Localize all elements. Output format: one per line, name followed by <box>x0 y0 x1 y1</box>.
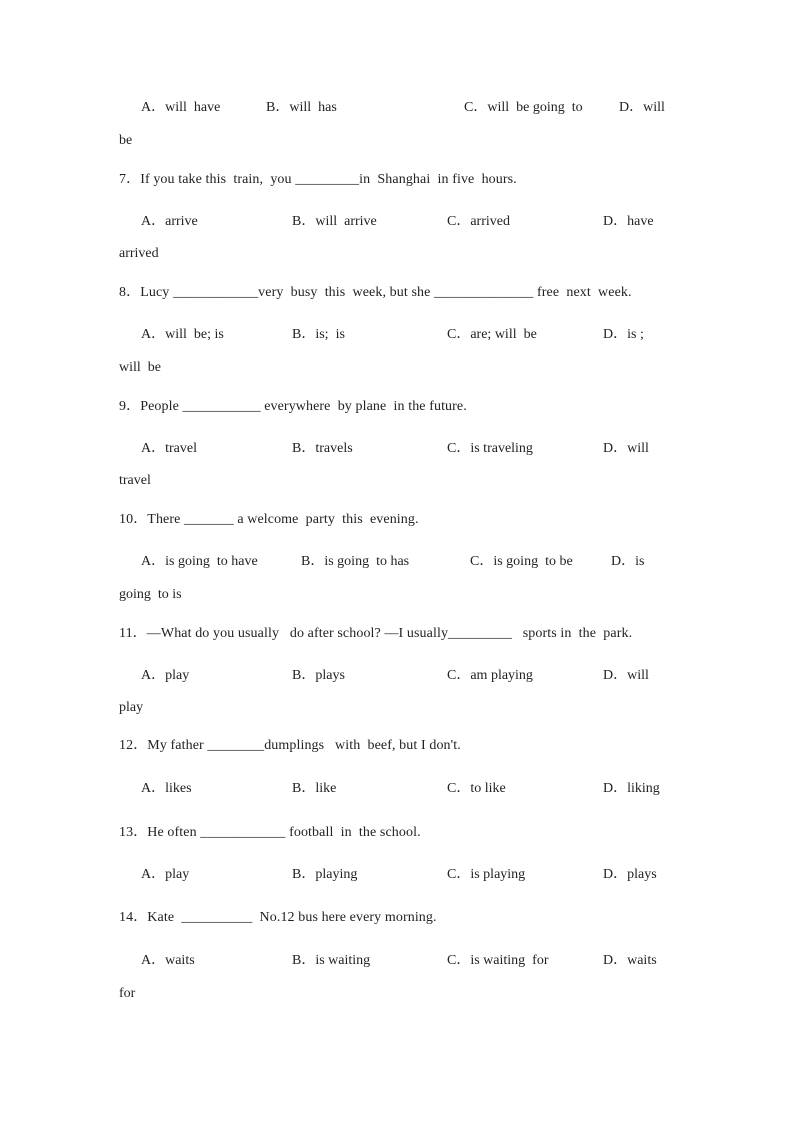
option-c: C．is playing <box>447 867 526 882</box>
option-a: A．will have <box>141 100 221 115</box>
option-b: B．is; is <box>292 327 345 342</box>
option-d-wrap: be <box>119 133 133 148</box>
option-a: A．play <box>141 867 190 882</box>
option-c: C．is traveling <box>447 441 533 456</box>
option-d-wrap: travel <box>119 473 151 488</box>
option-d: D．plays <box>603 867 657 882</box>
option-c: C．is going to be <box>470 554 573 569</box>
question-stem: 11．—What do you usually do after school? —I usually_________ sports in the park. <box>119 626 633 641</box>
option-a: A．waits <box>141 953 195 968</box>
option-a: A．will be; is <box>141 327 224 342</box>
option-a: A．likes <box>141 781 192 796</box>
question-stem: 13．He often ____________ football in the school. <box>119 825 421 840</box>
option-a: A．play <box>141 668 190 683</box>
option-d-wrap: for <box>119 986 136 1001</box>
option-d: D．waits <box>603 953 657 968</box>
question-stem: 8．Lucy ____________very busy this week, but she ______________ free next week. <box>119 285 632 300</box>
option-a: A．arrive <box>141 214 198 229</box>
question-stem: 7．If you take this train, you _________in Shanghai in five hours. <box>119 172 517 187</box>
option-c: C．are; will be <box>447 327 537 342</box>
option-b: B．playing <box>292 867 358 882</box>
option-b: B．is waiting <box>292 953 371 968</box>
option-b: B．is going to has <box>301 554 410 569</box>
option-d-wrap: play <box>119 700 144 715</box>
option-d: D．is ; <box>603 327 644 342</box>
option-c: C．will be going to <box>464 100 583 115</box>
option-c: C．is waiting for <box>447 953 549 968</box>
option-b: B．travels <box>292 441 353 456</box>
option-b: B．will has <box>266 100 337 115</box>
option-c: C．am playing <box>447 668 533 683</box>
option-d-wrap: arrived <box>119 246 159 261</box>
option-a: A．travel <box>141 441 197 456</box>
option-d: D．will <box>603 441 649 456</box>
option-a: A．is going to have <box>141 554 258 569</box>
option-d-wrap: going to is <box>119 587 182 602</box>
question-stem: 14．Kate __________ No.12 bus here every morning. <box>119 910 437 925</box>
option-c: C．to like <box>447 781 506 796</box>
question-stem: 9．People ___________ everywhere by plane in the future. <box>119 399 467 414</box>
question-stem: 12．My father ________dumplings with beef, but I don't. <box>119 738 461 753</box>
option-d: D．is <box>611 554 645 569</box>
option-b: B．like <box>292 781 337 796</box>
option-c: C．arrived <box>447 214 510 229</box>
question-stem: 10．There _______ a welcome party this evening. <box>119 512 419 527</box>
option-d: D．will <box>603 668 649 683</box>
option-d-wrap: will be <box>119 360 161 375</box>
option-d: D．liking <box>603 781 660 796</box>
option-d: D．have <box>603 214 654 229</box>
option-b: B．will arrive <box>292 214 377 229</box>
option-d: D．will <box>619 100 665 115</box>
option-b: B．plays <box>292 668 345 683</box>
